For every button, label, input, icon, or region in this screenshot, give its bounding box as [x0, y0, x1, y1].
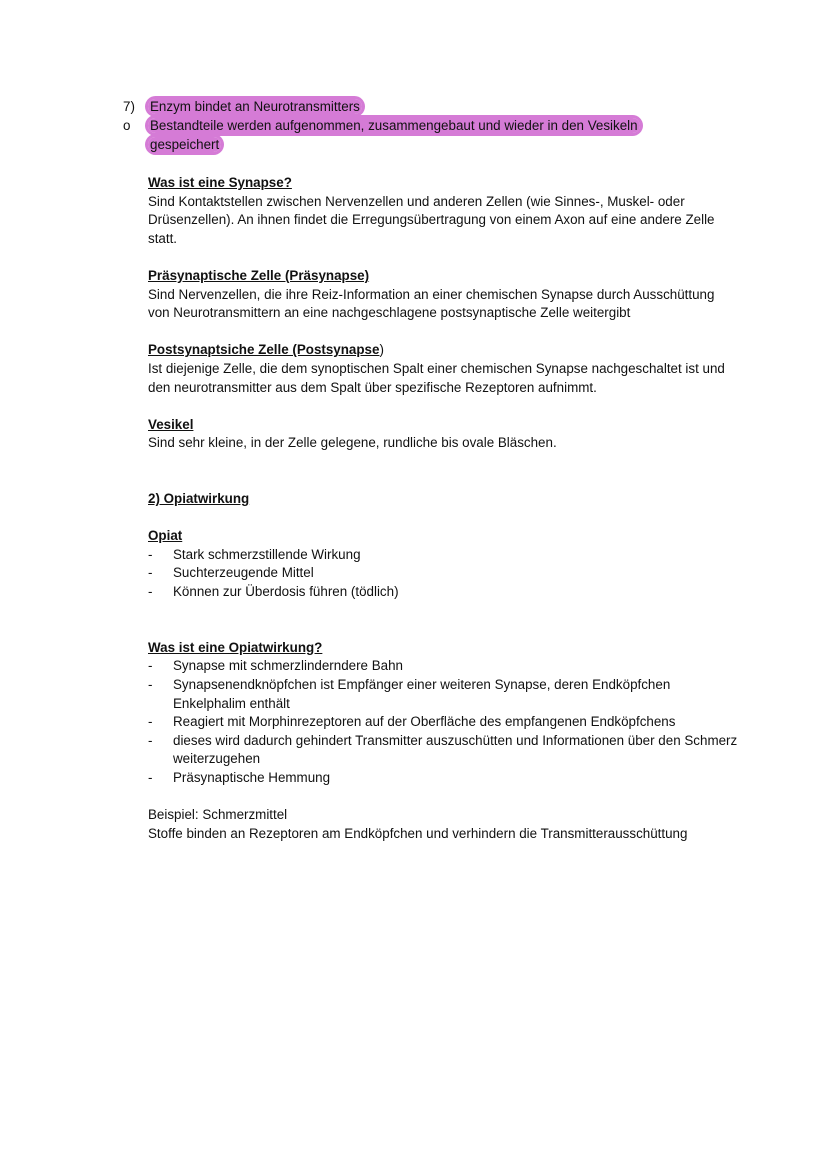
section-heading: Opiat [148, 528, 183, 544]
list-item-text: dieses wird dadurch gehindert Transmitter auszuschütten und Informationen über den Schmerz weiterzugehen [173, 732, 738, 767]
list-item [148, 713, 738, 732]
list-item [148, 676, 738, 713]
list-item-text: Können zur Überdosis führen (tödlich) [173, 584, 399, 600]
opiatwirkung-list [148, 657, 738, 787]
circle-bullet-marker: o [123, 118, 131, 133]
list-item-text: Reagiert mit Morphinrezeptoren auf der Oberfläche des empfangenen Endköpfchens [173, 714, 676, 730]
section-heading: Vesikel [148, 416, 194, 432]
section-heading: Was ist eine Opiatwirkung? [148, 639, 323, 655]
list-item [148, 546, 738, 565]
opiatwirkung-title-section [148, 490, 738, 509]
highlight-mark: Bestandteile werden aufgenommen, zusammengebaut und wieder in den Vesikeln gespeichert [150, 118, 638, 152]
opiat-section [148, 527, 738, 601]
chapter-heading: 2) Opiatwirkung [148, 491, 250, 507]
section-text: Sind Nervenzellen, die ihre Reiz-Information an einer chemischen Synapse durch Ausschüttung von Neurotransmittern an eine nachgeschlagene postsynaptische Zelle weitergibt [148, 286, 715, 321]
highlighted-text [148, 98, 683, 117]
list-item-text: Stark schmerzstillende Wirkung [173, 546, 361, 562]
list-item [148, 564, 738, 583]
synapse-section [148, 174, 738, 248]
vesikel-section [148, 416, 738, 453]
beispiel-line: Beispiel: Schmerzmittel [148, 807, 288, 823]
highlighted-item-1 [123, 98, 683, 117]
list-item-text: Synapse mit schmerzlinderndere Bahn [173, 658, 403, 674]
list-item [148, 732, 738, 769]
dash-marker: - [148, 658, 153, 674]
dash-marker: - [148, 565, 153, 581]
list-item [148, 657, 738, 676]
praesynapse-section [148, 267, 738, 323]
section-heading: Postsynaptsiche Zelle (Postsynapse [148, 342, 380, 358]
section-heading: Was ist eine Synapse? [148, 175, 292, 190]
opiat-list [148, 546, 738, 602]
dash-marker: - [148, 770, 153, 785]
list-item-text: Suchterzeugende Mittel [173, 565, 314, 581]
section-text: Sind sehr kleine, in der Zelle gelegene, rundliche bis ovale Bläschen. [148, 435, 557, 451]
highlighted-text [148, 117, 683, 154]
list-item-text: Synapsenendknöpfchen ist Empfänger einer weiteren Synapse, deren Endköpfchen Enkelphalim enthält [173, 677, 671, 711]
section-text: Sind Kontaktstellen zwischen Nervenzellen und anderen Zellen (wie Sinnes-, Muskel- oder Drüsenzellen). An ihnen findet die Erregungsübertragung von einem Axon auf eine andere Zelle statt. [148, 193, 715, 246]
postsynapse-section [148, 341, 738, 397]
dash-marker: - [148, 677, 153, 693]
dash-marker: - [148, 714, 153, 730]
section-text: Ist diejenige Zelle, die dem synoptischen Spalt einer chemischen Synapse nachgeschaltet ist und den neurotransmitter aus dem Spalt über spezifische Rezeptoren aufnimmt. [148, 360, 725, 395]
list-item [148, 583, 738, 602]
list-number-marker: 7) [123, 99, 135, 114]
highlighted-item-2 [123, 117, 683, 154]
beispiel-section [148, 806, 738, 843]
list-item [148, 769, 738, 788]
heading-suffix: ) [379, 342, 384, 358]
highlight-mark: Enzym bindet an Neurotransmitters [150, 99, 360, 114]
spacer [148, 620, 738, 639]
dash-marker: - [148, 546, 153, 562]
document-body [148, 174, 738, 862]
spacer [148, 472, 738, 491]
list-item-text: Präsynaptische Hemmung [173, 770, 331, 785]
beispiel-line: Stoffe binden an Rezeptoren am Endköpfchen und verhindern die Transmitterausschüttung [148, 825, 688, 841]
opiatwirkung-section [148, 639, 738, 788]
section-heading: Präsynaptische Zelle (Präsynapse) [148, 267, 370, 283]
dash-marker: - [148, 584, 153, 600]
dash-marker: - [148, 732, 153, 748]
